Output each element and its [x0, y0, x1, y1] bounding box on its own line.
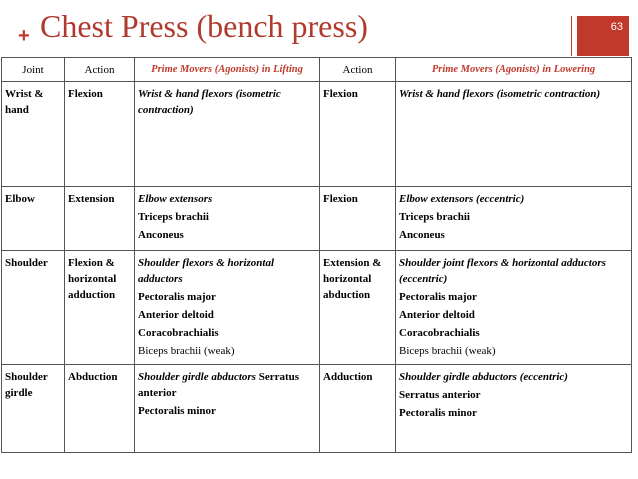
- header-movers-lower: Prime Movers (Agonists) in Lowering: [396, 58, 632, 82]
- muscle-item: Triceps brachii: [138, 211, 209, 223]
- slide-title: Chest Press (bench press): [40, 8, 368, 44]
- cell-joint: Shoulder: [2, 251, 65, 365]
- cell-movers-lift: [135, 365, 320, 453]
- cell-movers-lower: [396, 251, 632, 365]
- muscle-item-weak: Biceps brachii (weak): [138, 345, 235, 357]
- muscle-item: Anconeus: [399, 229, 445, 241]
- muscle-item: Serratus anterior: [399, 389, 481, 401]
- cell-action-lift: Flexion: [65, 82, 135, 187]
- cell-movers-lower: [396, 82, 632, 187]
- table-header-row: [2, 58, 632, 82]
- muscle-item: Pectoralis major: [399, 291, 477, 303]
- movers-head: Elbow extensors (eccentric): [399, 193, 525, 205]
- muscle-item: Triceps brachii: [399, 211, 470, 223]
- title-divider: [571, 16, 572, 56]
- table-row: [2, 187, 632, 251]
- movers-head: Wrist & hand flexors (isometric contraction): [399, 88, 601, 100]
- cell-movers-lift: [135, 82, 320, 187]
- muscle-item: Pectoralis minor: [399, 407, 477, 419]
- movers-head: Shoulder girdle abductors (eccentric): [399, 371, 568, 383]
- cell-movers-lift: [135, 187, 320, 251]
- page-number: 63: [610, 21, 623, 33]
- movers-head: Wrist & hand flexors (isometric contraction): [138, 88, 281, 116]
- cell-joint: Elbow: [2, 187, 65, 251]
- muscle-item: Serratus anterior: [138, 371, 300, 399]
- header-joint: Joint: [2, 58, 65, 82]
- header-movers-lift: Prime Movers (Agonists) in Lifting: [135, 58, 320, 82]
- movers-head: Shoulder girdle abductors: [138, 371, 256, 383]
- muscle-table: [1, 57, 632, 453]
- muscle-item: Anterior deltoid: [138, 309, 214, 321]
- muscle-item: Anconeus: [138, 229, 184, 241]
- page-number-badge: [577, 16, 629, 56]
- cell-movers-lower: [396, 187, 632, 251]
- movers-head: Shoulder flexors & horizontal adductors: [138, 257, 275, 285]
- movers-head: Shoulder joint flexors & horizontal adductors (eccentric): [399, 257, 606, 285]
- muscle-item: Pectoralis major: [138, 291, 216, 303]
- table-row: [2, 251, 632, 365]
- muscle-item-weak: Biceps brachii (weak): [399, 345, 496, 357]
- cell-movers-lift: [135, 251, 320, 365]
- cell-action-lower: Flexion: [320, 187, 396, 251]
- cell-action-lower: Extension & horizontal abduction: [320, 251, 396, 365]
- cell-action-lift: Extension: [65, 187, 135, 251]
- cell-action-lift: Flexion & horizontal adduction: [65, 251, 135, 365]
- cell-joint: Shoulder girdle: [2, 365, 65, 453]
- cell-action-lower: Adduction: [320, 365, 396, 453]
- muscle-item: Coracobrachialis: [399, 327, 480, 339]
- table-row: [2, 82, 632, 187]
- header-action-lower: Action: [320, 58, 396, 82]
- cell-joint: Wrist & hand: [2, 82, 65, 187]
- muscle-item: Pectoralis minor: [138, 405, 216, 417]
- cell-action-lift: Abduction: [65, 365, 135, 453]
- muscle-item: Coracobrachialis: [138, 327, 219, 339]
- cell-action-lower: Flexion: [320, 82, 396, 187]
- movers-head: Elbow extensors: [138, 193, 213, 205]
- muscle-item: Anterior deltoid: [399, 309, 475, 321]
- plus-icon: +: [18, 25, 30, 47]
- header-action-lift: Action: [65, 58, 135, 82]
- table-row: [2, 365, 632, 453]
- cell-movers-lower: [396, 365, 632, 453]
